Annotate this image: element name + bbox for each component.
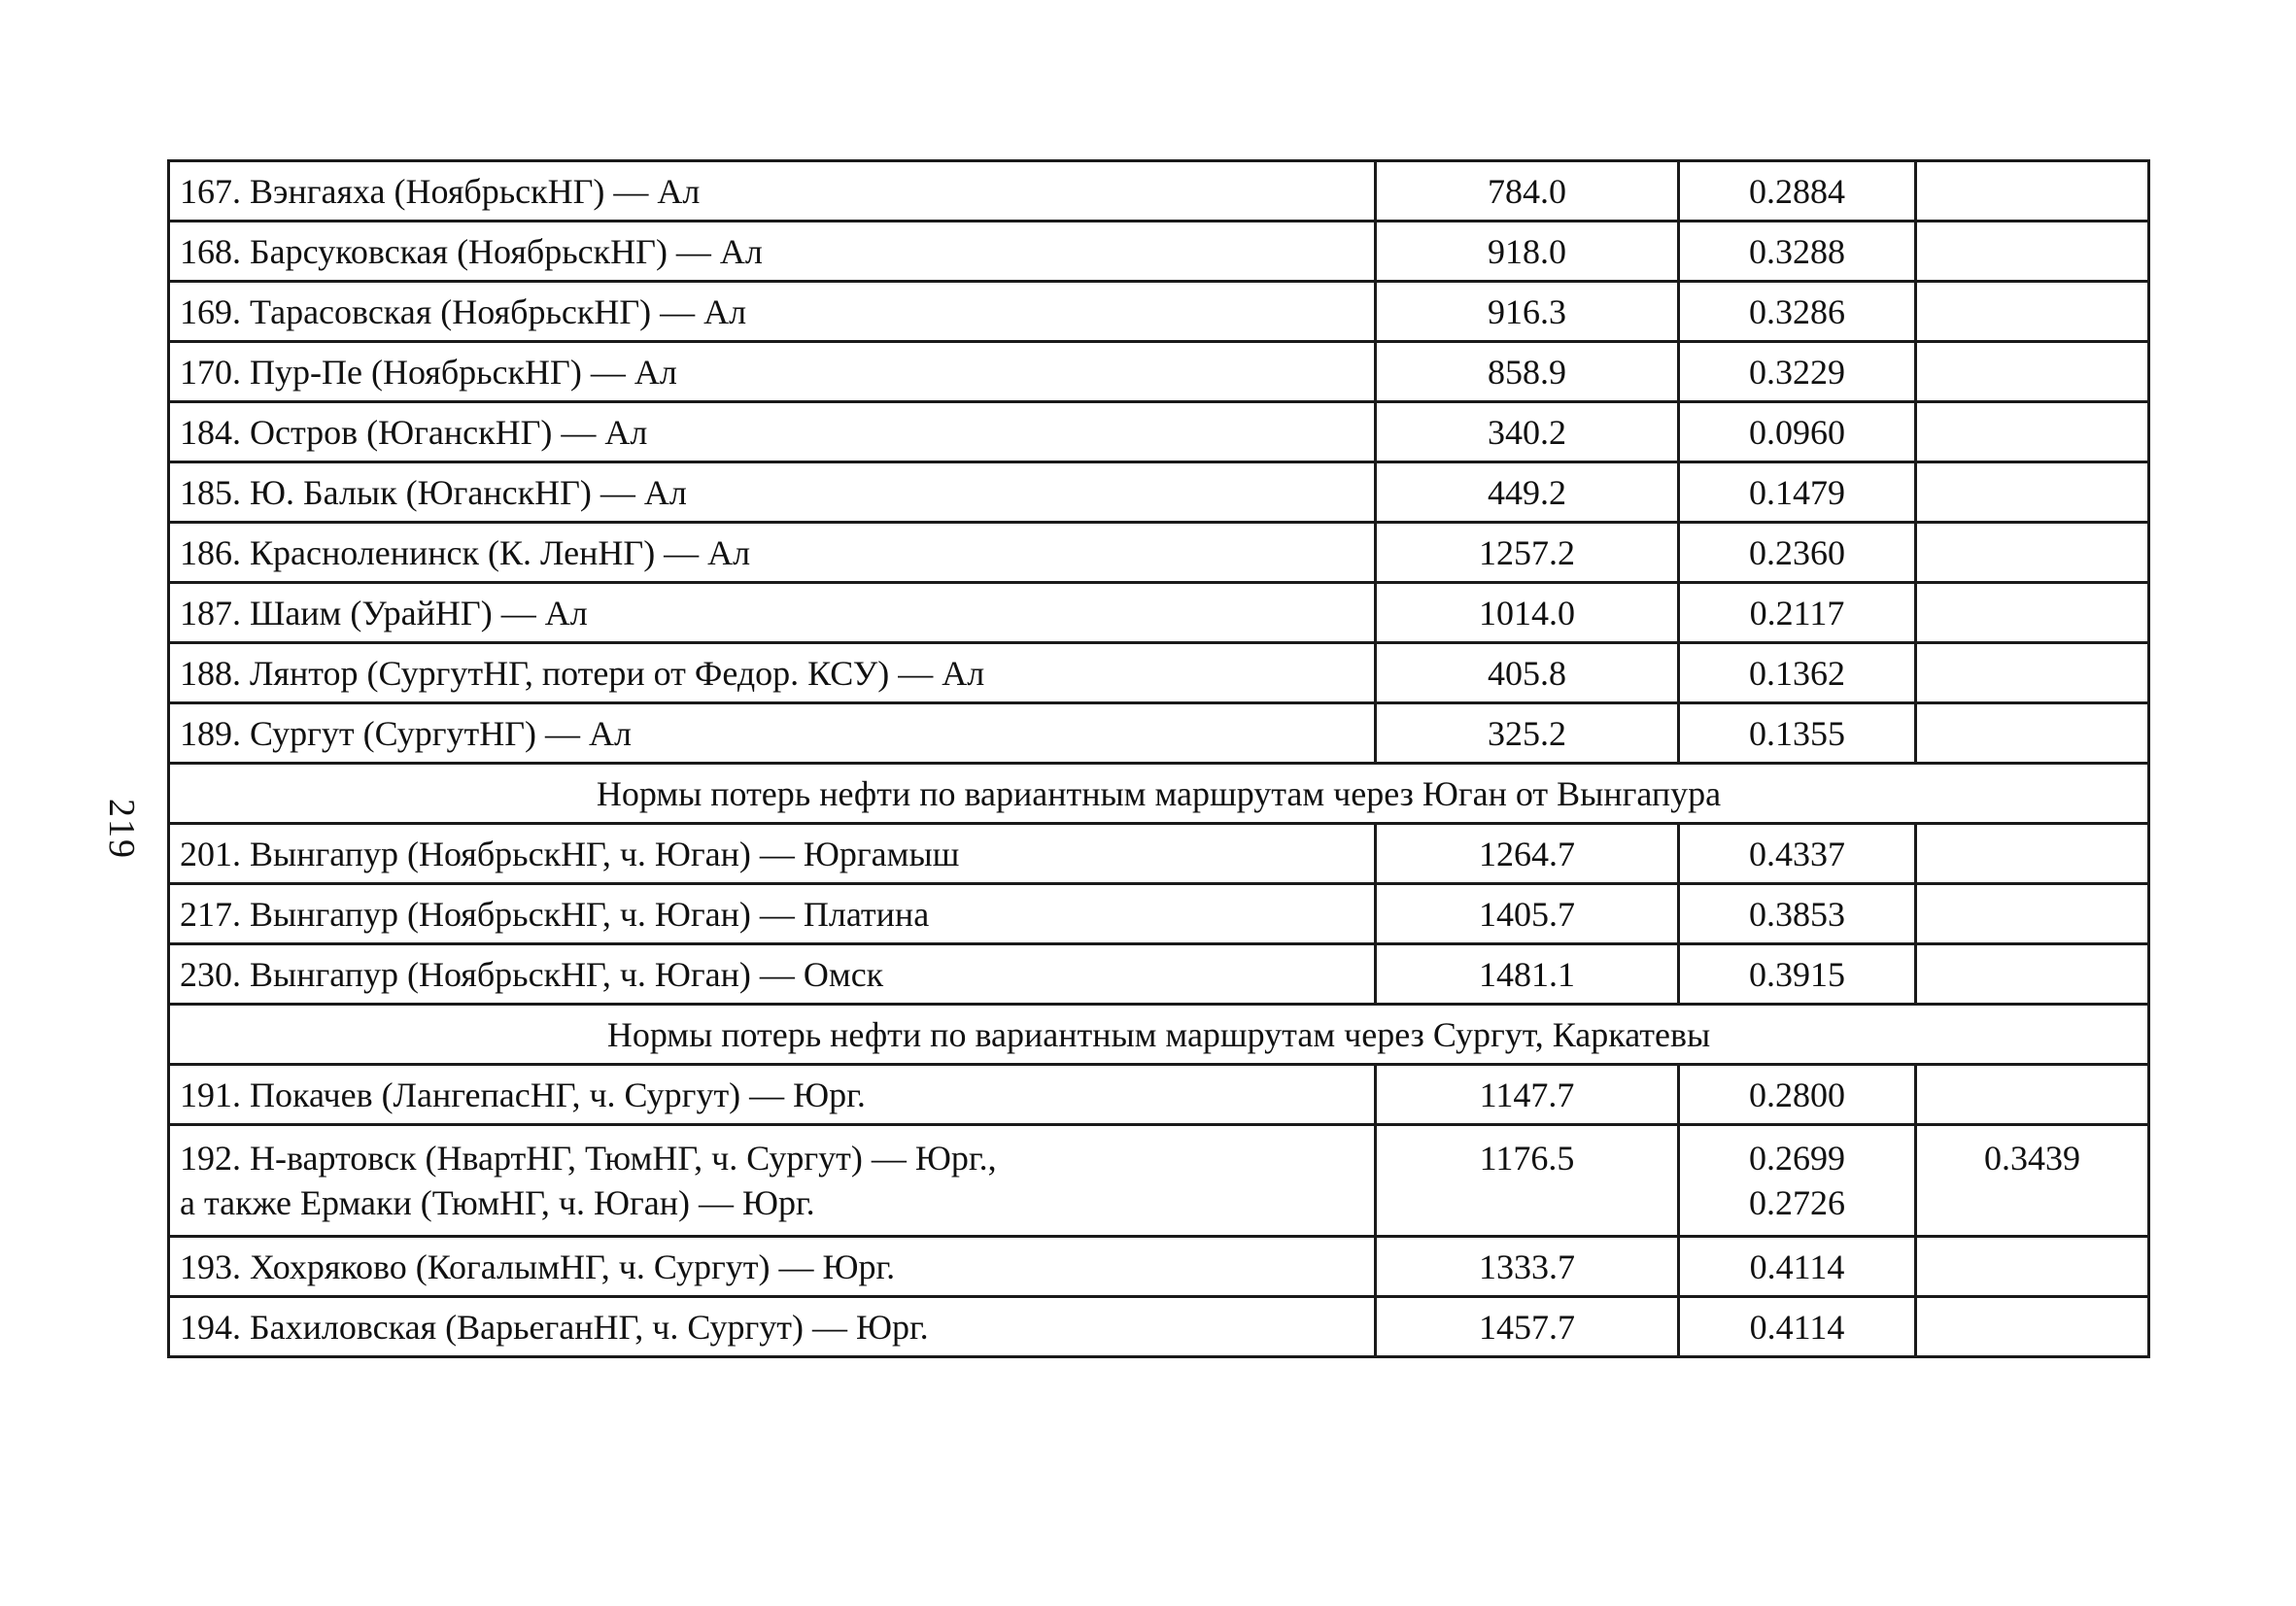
extra-norm-cell xyxy=(1916,1237,2149,1297)
distance-cell: 1481.1 xyxy=(1376,944,1679,1005)
route-cell: 185. Ю. Балык (ЮганскНГ) — Ал xyxy=(169,462,1376,523)
distance-cell: 1457.7 xyxy=(1376,1297,1679,1357)
norm-cell: 0.2117 xyxy=(1679,583,1916,643)
extra-norm-cell xyxy=(1916,402,2149,462)
extra-norm-cell xyxy=(1916,523,2149,583)
distance-cell: 1333.7 xyxy=(1376,1237,1679,1297)
table-row xyxy=(169,342,2149,402)
route-cell: 193. Хохряково (КогалымНГ, ч. Сургут) — Юрг. xyxy=(169,1237,1376,1297)
distance-cell: 918.0 xyxy=(1376,222,1679,282)
route-cell xyxy=(169,1125,1376,1237)
route-line: 192. Н-вартовск (НвартНГ, ТюмНГ, ч. Сургут) — Юрг., xyxy=(180,1139,997,1178)
extra-norm-cell xyxy=(1916,643,2149,703)
table-row xyxy=(169,282,2149,342)
extra-norm-cell xyxy=(1916,282,2149,342)
distance-cell: 1264.7 xyxy=(1376,824,1679,884)
extra-norm-cell xyxy=(1916,583,2149,643)
section-header-row xyxy=(169,764,2149,824)
extra-norm-cell xyxy=(1916,703,2149,764)
distance-cell: 916.3 xyxy=(1376,282,1679,342)
route-cell: 187. Шаим (УрайНГ) — Ал xyxy=(169,583,1376,643)
route-cell: 184. Остров (ЮганскНГ) — Ал xyxy=(169,402,1376,462)
distance-cell: 449.2 xyxy=(1376,462,1679,523)
table-row xyxy=(169,402,2149,462)
norm-cell: 0.1479 xyxy=(1679,462,1916,523)
norm-cell: 0.3915 xyxy=(1679,944,1916,1005)
norm-cell: 0.4114 xyxy=(1679,1297,1916,1357)
distance-cell: 784.0 xyxy=(1376,161,1679,222)
norm-cell: 0.0960 xyxy=(1679,402,1916,462)
route-cell: 194. Бахиловская (ВарьеганНГ, ч. Сургут) — Юрг. xyxy=(169,1297,1376,1357)
extra-norm-cell xyxy=(1916,222,2149,282)
route-cell: 167. Вэнгаяха (НоябрьскНГ) — Ал xyxy=(169,161,1376,222)
route-cell: 170. Пур-Пе (НоябрьскНГ) — Ал xyxy=(169,342,1376,402)
table-row xyxy=(169,1125,2149,1237)
route-cell: 188. Лянтор (СургутНГ, потери от Федор. КСУ) — Ал xyxy=(169,643,1376,703)
table-row xyxy=(169,824,2149,884)
norm-line: 0.2726 xyxy=(1749,1183,1845,1222)
table-row xyxy=(169,1065,2149,1125)
norm-cell xyxy=(1679,1125,1916,1237)
distance-cell: 405.8 xyxy=(1376,643,1679,703)
extra-norm-cell xyxy=(1916,944,2149,1005)
distance-cell: 1014.0 xyxy=(1376,583,1679,643)
norm-cell: 0.1355 xyxy=(1679,703,1916,764)
distance-cell: 858.9 xyxy=(1376,342,1679,402)
oil-loss-norms-table xyxy=(167,159,2150,1358)
norm-cell: 0.3286 xyxy=(1679,282,1916,342)
norm-cell: 0.3288 xyxy=(1679,222,1916,282)
norm-cell: 0.1362 xyxy=(1679,643,1916,703)
distance-cell: 325.2 xyxy=(1376,703,1679,764)
extra-norm-cell xyxy=(1916,161,2149,222)
route-cell: 191. Покачев (ЛангепасНГ, ч. Сургут) — Юрг. xyxy=(169,1065,1376,1125)
norm-cell: 0.4337 xyxy=(1679,824,1916,884)
route-cell: 186. Красноленинск (К. ЛенНГ) — Ал xyxy=(169,523,1376,583)
extra-norm-cell xyxy=(1916,462,2149,523)
extra-norm-cell: 0.3439 xyxy=(1916,1125,2149,1237)
page-number: 219 xyxy=(101,799,142,860)
table-row xyxy=(169,944,2149,1005)
norm-cell: 0.2884 xyxy=(1679,161,1916,222)
table-row xyxy=(169,161,2149,222)
norm-cell: 0.2360 xyxy=(1679,523,1916,583)
extra-norm-cell xyxy=(1916,884,2149,944)
extra-norm-cell xyxy=(1916,824,2149,884)
route-cell: 189. Сургут (СургутНГ) — Ал xyxy=(169,703,1376,764)
distance-cell: 1405.7 xyxy=(1376,884,1679,944)
table-row xyxy=(169,523,2149,583)
route-cell: 217. Вынгапур (НоябрьскНГ, ч. Юган) — Платина xyxy=(169,884,1376,944)
table-row xyxy=(169,462,2149,523)
distance-cell: 1257.2 xyxy=(1376,523,1679,583)
distance-cell: 1147.7 xyxy=(1376,1065,1679,1125)
norm-cell: 0.4114 xyxy=(1679,1237,1916,1297)
table-row xyxy=(169,703,2149,764)
table-row xyxy=(169,1297,2149,1357)
norm-cell: 0.2800 xyxy=(1679,1065,1916,1125)
table-row xyxy=(169,884,2149,944)
norm-cell: 0.3853 xyxy=(1679,884,1916,944)
route-cell: 168. Барсуковская (НоябрьскНГ) — Ал xyxy=(169,222,1376,282)
section-title: Нормы потерь нефти по вариантным маршрутам через Юган от Вынгапура xyxy=(169,764,2149,824)
table-row xyxy=(169,1237,2149,1297)
norm-line: 0.2699 xyxy=(1749,1139,1845,1178)
table-row xyxy=(169,643,2149,703)
table-row xyxy=(169,583,2149,643)
norm-cell: 0.3229 xyxy=(1679,342,1916,402)
route-cell: 201. Вынгапур (НоябрьскНГ, ч. Юган) — Юргамыш xyxy=(169,824,1376,884)
extra-norm-cell xyxy=(1916,342,2149,402)
route-cell: 230. Вынгапур (НоябрьскНГ, ч. Юган) — Омск xyxy=(169,944,1376,1005)
distance-cell: 340.2 xyxy=(1376,402,1679,462)
section-header-row xyxy=(169,1005,2149,1065)
route-line: а также Ермаки (ТюмНГ, ч. Юган) — Юрг. xyxy=(180,1183,815,1222)
extra-norm-cell xyxy=(1916,1065,2149,1125)
extra-norm-cell xyxy=(1916,1297,2149,1357)
route-cell: 169. Тарасовская (НоябрьскНГ) — Ал xyxy=(169,282,1376,342)
distance-cell: 1176.5 xyxy=(1376,1125,1679,1237)
section-title: Нормы потерь нефти по вариантным маршрутам через Сургут, Каркатевы xyxy=(169,1005,2149,1065)
table-row xyxy=(169,222,2149,282)
